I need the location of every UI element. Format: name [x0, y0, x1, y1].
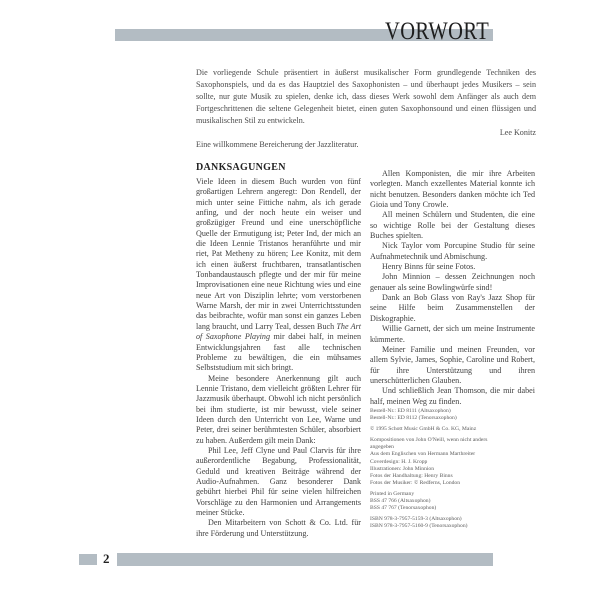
ack-paragraph: Phil Lee, Jeff Clyne und Paul Clarvis für ihre außerordentliche Begabung, Professionalität, Geduld und kreativen Beiträge während der Audio-Aufnahmen. Ganz besonderer Dank gebührt hierbei Phil für seine vielen hilfreichen Vorschläge zu den Harmonien und Arrangements meiner Stücke.	[196, 445, 361, 517]
bss-number: BSS 47 766 (Altsaxophon)	[370, 498, 431, 505]
foreword-text	[196, 67, 536, 151]
ack-paragraph: Nick Taylor vom Porcupine Studio für seine Aufnahmetechnik und Abmischung.	[370, 241, 535, 261]
ack-paragraph: Meiner Familie und meinen Freunden, vor allem Sylvie, James, Sophie, Caroline und Robert, für ihre Unterstützung und ihren unerschütterlichen Glauben.	[370, 344, 535, 385]
ack-paragraph: John Minnion – dessen Zeichnungen noch genauer als seine Bowlingwürfe sind!	[370, 272, 535, 292]
footer-bar-left	[79, 554, 97, 565]
page-title: VORWORT	[385, 18, 490, 45]
footer-bar	[117, 553, 493, 566]
credits-line: angegeben	[370, 444, 394, 451]
ack-paragraph: Und schließlich Jean Thomson, die mir dabei half, meinen Weg zu finden.	[370, 386, 535, 406]
acknowledgements-left-column	[196, 177, 361, 539]
ack-paragraph: Dank an Bob Glass von Ray's Jazz Shop für seine Hilfe beim Zusammenstellen der Diskographie.	[370, 293, 535, 323]
credits-line: Illustrationen: John Minnion	[370, 465, 435, 472]
ack-text: Viele Ideen in diesem Buch wurden von fünf großartigen Lehrern angeregt: Don Rendell, der mich unter seine Fittiche nahm, als ich gerade anfing, und der noch heute ein weiser und großzügiger Freund und eine unerschöpfliche Quelle der Ermutigung ist; Peter Ind, der mich an die Ideen Lennie Tristanos heranführte und mir riet, Pat Metheny zu hören; Lee Konitz, mit dem ich einen äußerst fruchtbaren, transatlantischen Tonbandaustausch pflegte und der mir für meine Improvisationen eine neue Richtung wies und eine neue Art von Disziplin lehrte; vom verstorbenen Warne Marsh, der mir in zwei Unterrichtsstunden das beibrachte, wofür man sonst ein ganzes Leben lang braucht, und Larry Teal, dessen Buch	[196, 177, 361, 331]
order-number: Bestell-Nr.: ED 8111 (Altsaxophon)	[370, 408, 451, 414]
acknowledgements-heading: DANKSAGUNGEN	[196, 162, 286, 173]
acknowledgements-heading-wrap	[196, 162, 286, 177]
ack-paragraph: Willie Garnett, der sich um meine Instrumente kümmerte.	[370, 324, 535, 344]
order-number: Bestell-Nr.: ED 8112 (Tenorsaxophon)	[370, 415, 457, 422]
printed-in: Printed in Germany	[370, 490, 415, 497]
imprint-block	[370, 408, 550, 534]
foreword-paragraph: Eine willkommene Bereicherung der Jazzliteratur.	[196, 140, 359, 149]
bss-number: BSS 47 767 (Tenorsaxophon)	[370, 505, 437, 512]
ack-paragraph: All meinen Schülern und Studenten, die eine so wichtige Rolle bei der Gestaltung dieses Buches spielten.	[370, 210, 535, 241]
credits-line: Kompositionen von John O'Neill, wenn nicht anders	[370, 437, 488, 444]
credits-line: Aus dem Englischen von Hermann Marthreiter	[370, 451, 476, 458]
credits-line: Coverdesign: H. J. Kropp	[370, 458, 428, 465]
ack-paragraph	[196, 177, 361, 374]
isbn: ISBN 978-3-7957-5160-9 (Tenorsaxophon)	[370, 523, 468, 530]
credits-line: Fotos der Musiker: © Redferns, London	[370, 479, 461, 486]
foreword-paragraph: Die vorliegende Schule präsentiert in äußerst musikalischer Form grundlegende Techniken des Saxophonspiels, und da es das Hauptziel des Saxophonisten – und überhaupt jedes Musikers – sein sollte, nur gute Musik zu spielen, denke ich, dass dieses Werk sowohl dem Anfänger als auch dem Fortgeschrittenen die seltene Gelegenheit bietet, einen guten Saxophonsound und einen flüssigen und musikalischen Stil zu entwickeln.	[196, 68, 536, 125]
ack-paragraph: Henry Binns für seine Fotos.	[382, 262, 476, 272]
foreword-author: Lee Konitz	[499, 128, 536, 137]
copyright: © 1995 Schott Music GmbH & Co. KG, Mainz	[370, 426, 477, 433]
ack-paragraph: Meine besondere Anerkennung gilt auch Lennie Tristano, dem vielleicht größten Lehrer für Jazzmusik überhaupt. Obwohl ich nicht persönlich bei ihm studierte, ist mir bewusst, viele seiner Ideen durch den Unterricht von Lee, Warne und Peter, drei seiner berühmtesten Schüler, absorbiert zu haben. Außerdem gilt mein Dank:	[196, 373, 361, 445]
ack-paragraph: Allen Komponisten, die mir ihre Arbeiten vorlegten. Manch exzellentes Material konnte ich nicht benutzen. Besonders danken möchte ich Ted Gioia und Tony Crowle.	[370, 169, 535, 210]
book-title: The Art of Saxophone Playing	[196, 321, 361, 342]
isbn: ISBN 978-3-7957-5159-3 (Altsaxophon)	[370, 516, 462, 523]
ack-text: mir dabei half, in meinen Entwicklungsjahren fast alle technischen Probleme zu bewältigen, die ein mühsames Selbststudium mit sich bringt.	[196, 332, 362, 373]
page-number: 2	[103, 551, 110, 566]
credits-line: Fotos der Handhaltung: Henry Binns	[370, 472, 453, 479]
ack-paragraph: Den Mitarbeitern von Schott & Co. Ltd. für ihre Förderung und Unterstützung.	[196, 518, 361, 538]
acknowledgements-right-column	[370, 169, 535, 407]
